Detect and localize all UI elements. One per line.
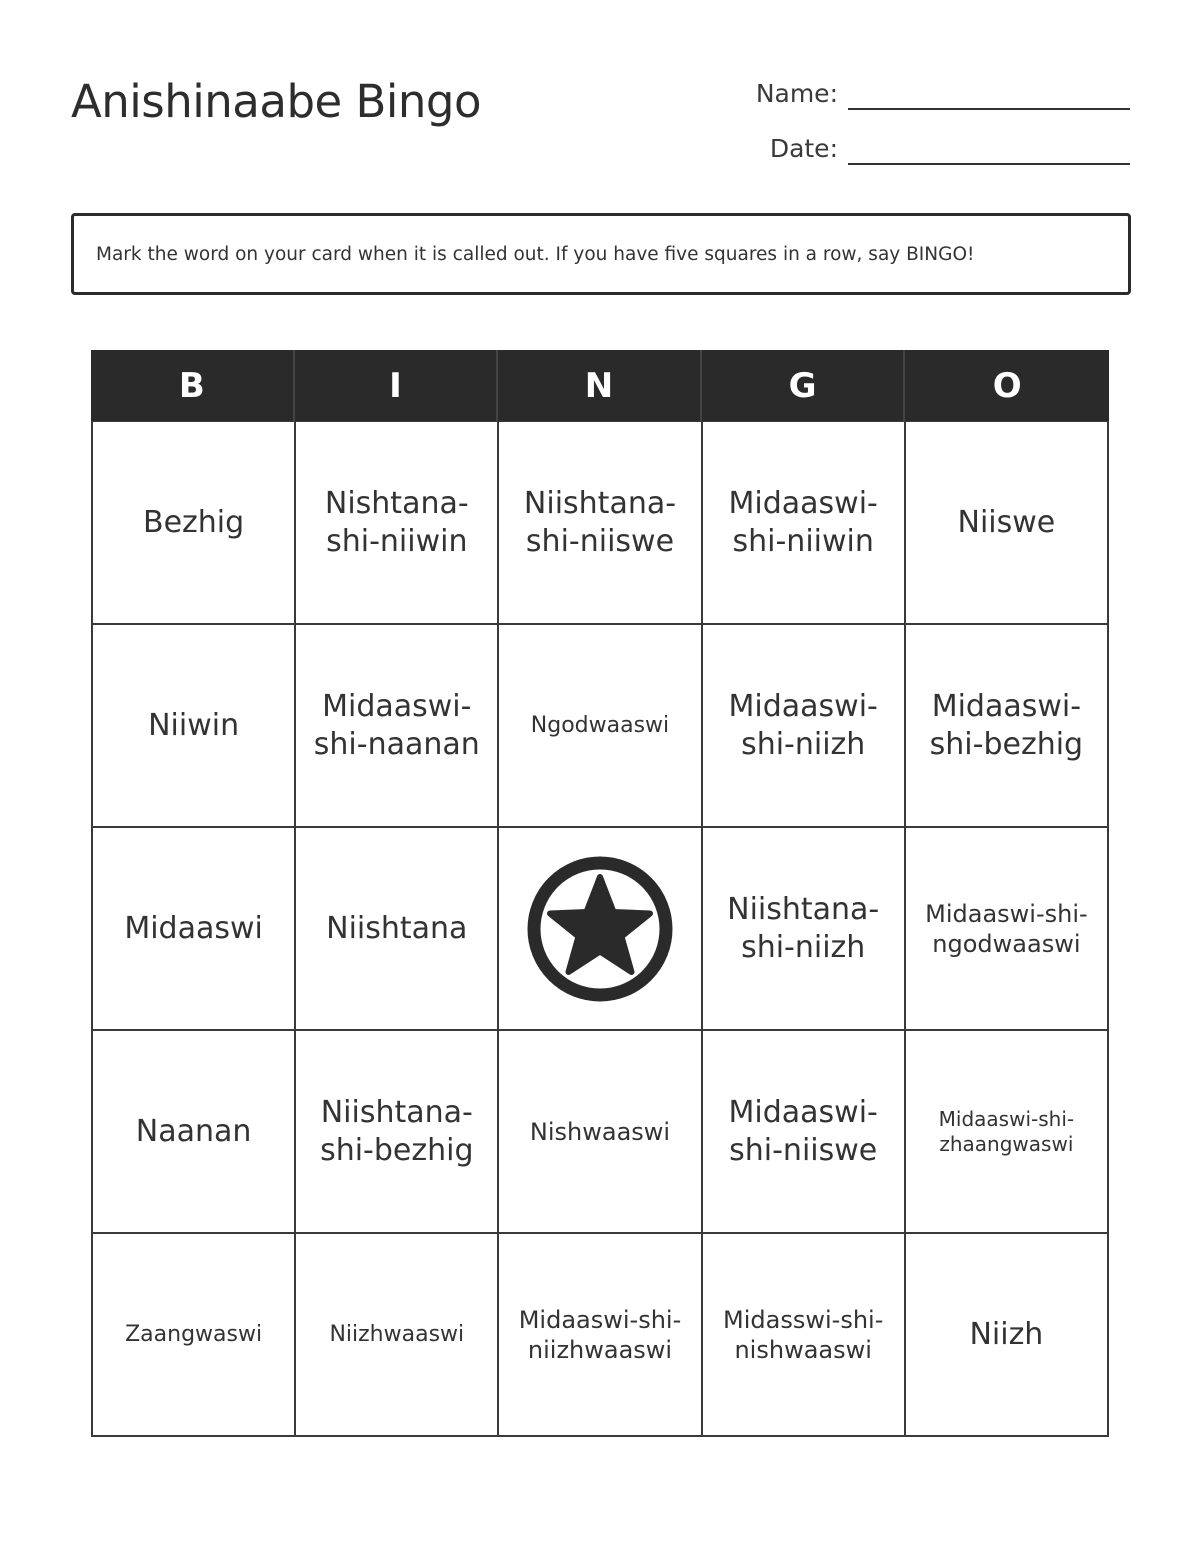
header-letter-o: O	[992, 365, 1022, 406]
bingo-cell[interactable]: Midaaswi-shi-naanan	[296, 625, 499, 828]
name-line[interactable]	[848, 76, 1130, 110]
bingo-cell[interactable]: Niishtana-shi-niizh	[703, 828, 906, 1031]
star-circle-icon	[526, 855, 674, 1003]
bingo-cell[interactable]: Midaaswi-shi-niiwin	[703, 422, 906, 625]
header-letter-b: B	[91, 350, 295, 421]
bingo-cell[interactable]: Bezhig	[93, 422, 296, 625]
bingo-cell[interactable]: Midaaswi-shi-niiswe	[703, 1031, 906, 1234]
instructions-text: Mark the word on your card when it is called out. If you have five squares in a row, say BINGO!	[96, 243, 975, 265]
free-space-cell[interactable]	[499, 828, 702, 1031]
bingo-cell[interactable]: Midaaswi-shi-niizhwaaswi	[499, 1234, 702, 1437]
bingo-grid	[91, 421, 1109, 1437]
bingo-cell[interactable]: Niiwin	[93, 625, 296, 828]
bingo-cell[interactable]: Niiswe	[906, 422, 1109, 625]
date-label: Date:	[769, 134, 838, 163]
name-field-row	[756, 76, 1130, 110]
bingo-cell[interactable]: Niishtana-shi-niiswe	[499, 422, 702, 625]
bingo-cell[interactable]: Nishwaaswi	[499, 1031, 702, 1234]
bingo-cell[interactable]: Midasswi-shi-nishwaaswi	[703, 1234, 906, 1437]
bingo-cell[interactable]: Nishtana-shi-niiwin	[296, 422, 499, 625]
bingo-cell[interactable]: Midaaswi-shi-ngodwaaswi	[906, 828, 1109, 1031]
bingo-cell[interactable]: Niishtana	[296, 828, 499, 1031]
bingo-cell[interactable]: Midaaswi-shi-bezhig	[906, 625, 1109, 828]
date-field-row	[770, 131, 1130, 165]
bingo-cell[interactable]: Naanan	[93, 1031, 296, 1234]
bingo-cell[interactable]: Niizhwaaswi	[296, 1234, 499, 1437]
instructions-box	[71, 213, 1131, 295]
page-title: Anishinaabe Bingo	[71, 75, 481, 128]
header-letter-g: G	[702, 350, 906, 421]
bingo-cell[interactable]: Niizh	[906, 1234, 1109, 1437]
date-line[interactable]	[848, 131, 1130, 165]
bingo-cell[interactable]: Midaaswi-shi-niizh	[703, 625, 906, 828]
bingo-board	[91, 350, 1109, 1438]
bingo-cell[interactable]: Niishtana-shi-bezhig	[296, 1031, 499, 1234]
bingo-header	[91, 350, 1109, 421]
header-letter-n: N	[498, 350, 702, 421]
bingo-cell[interactable]: Ngodwaaswi	[499, 625, 702, 828]
header-letter-i: I	[295, 350, 499, 421]
bingo-cell[interactable]: Midaaswi	[93, 828, 296, 1031]
bingo-cell[interactable]: Zaangwaswi	[93, 1234, 296, 1437]
bingo-cell[interactable]: Midaaswi-shi-zhaangwaswi	[906, 1031, 1109, 1234]
name-label: Name:	[755, 79, 838, 108]
